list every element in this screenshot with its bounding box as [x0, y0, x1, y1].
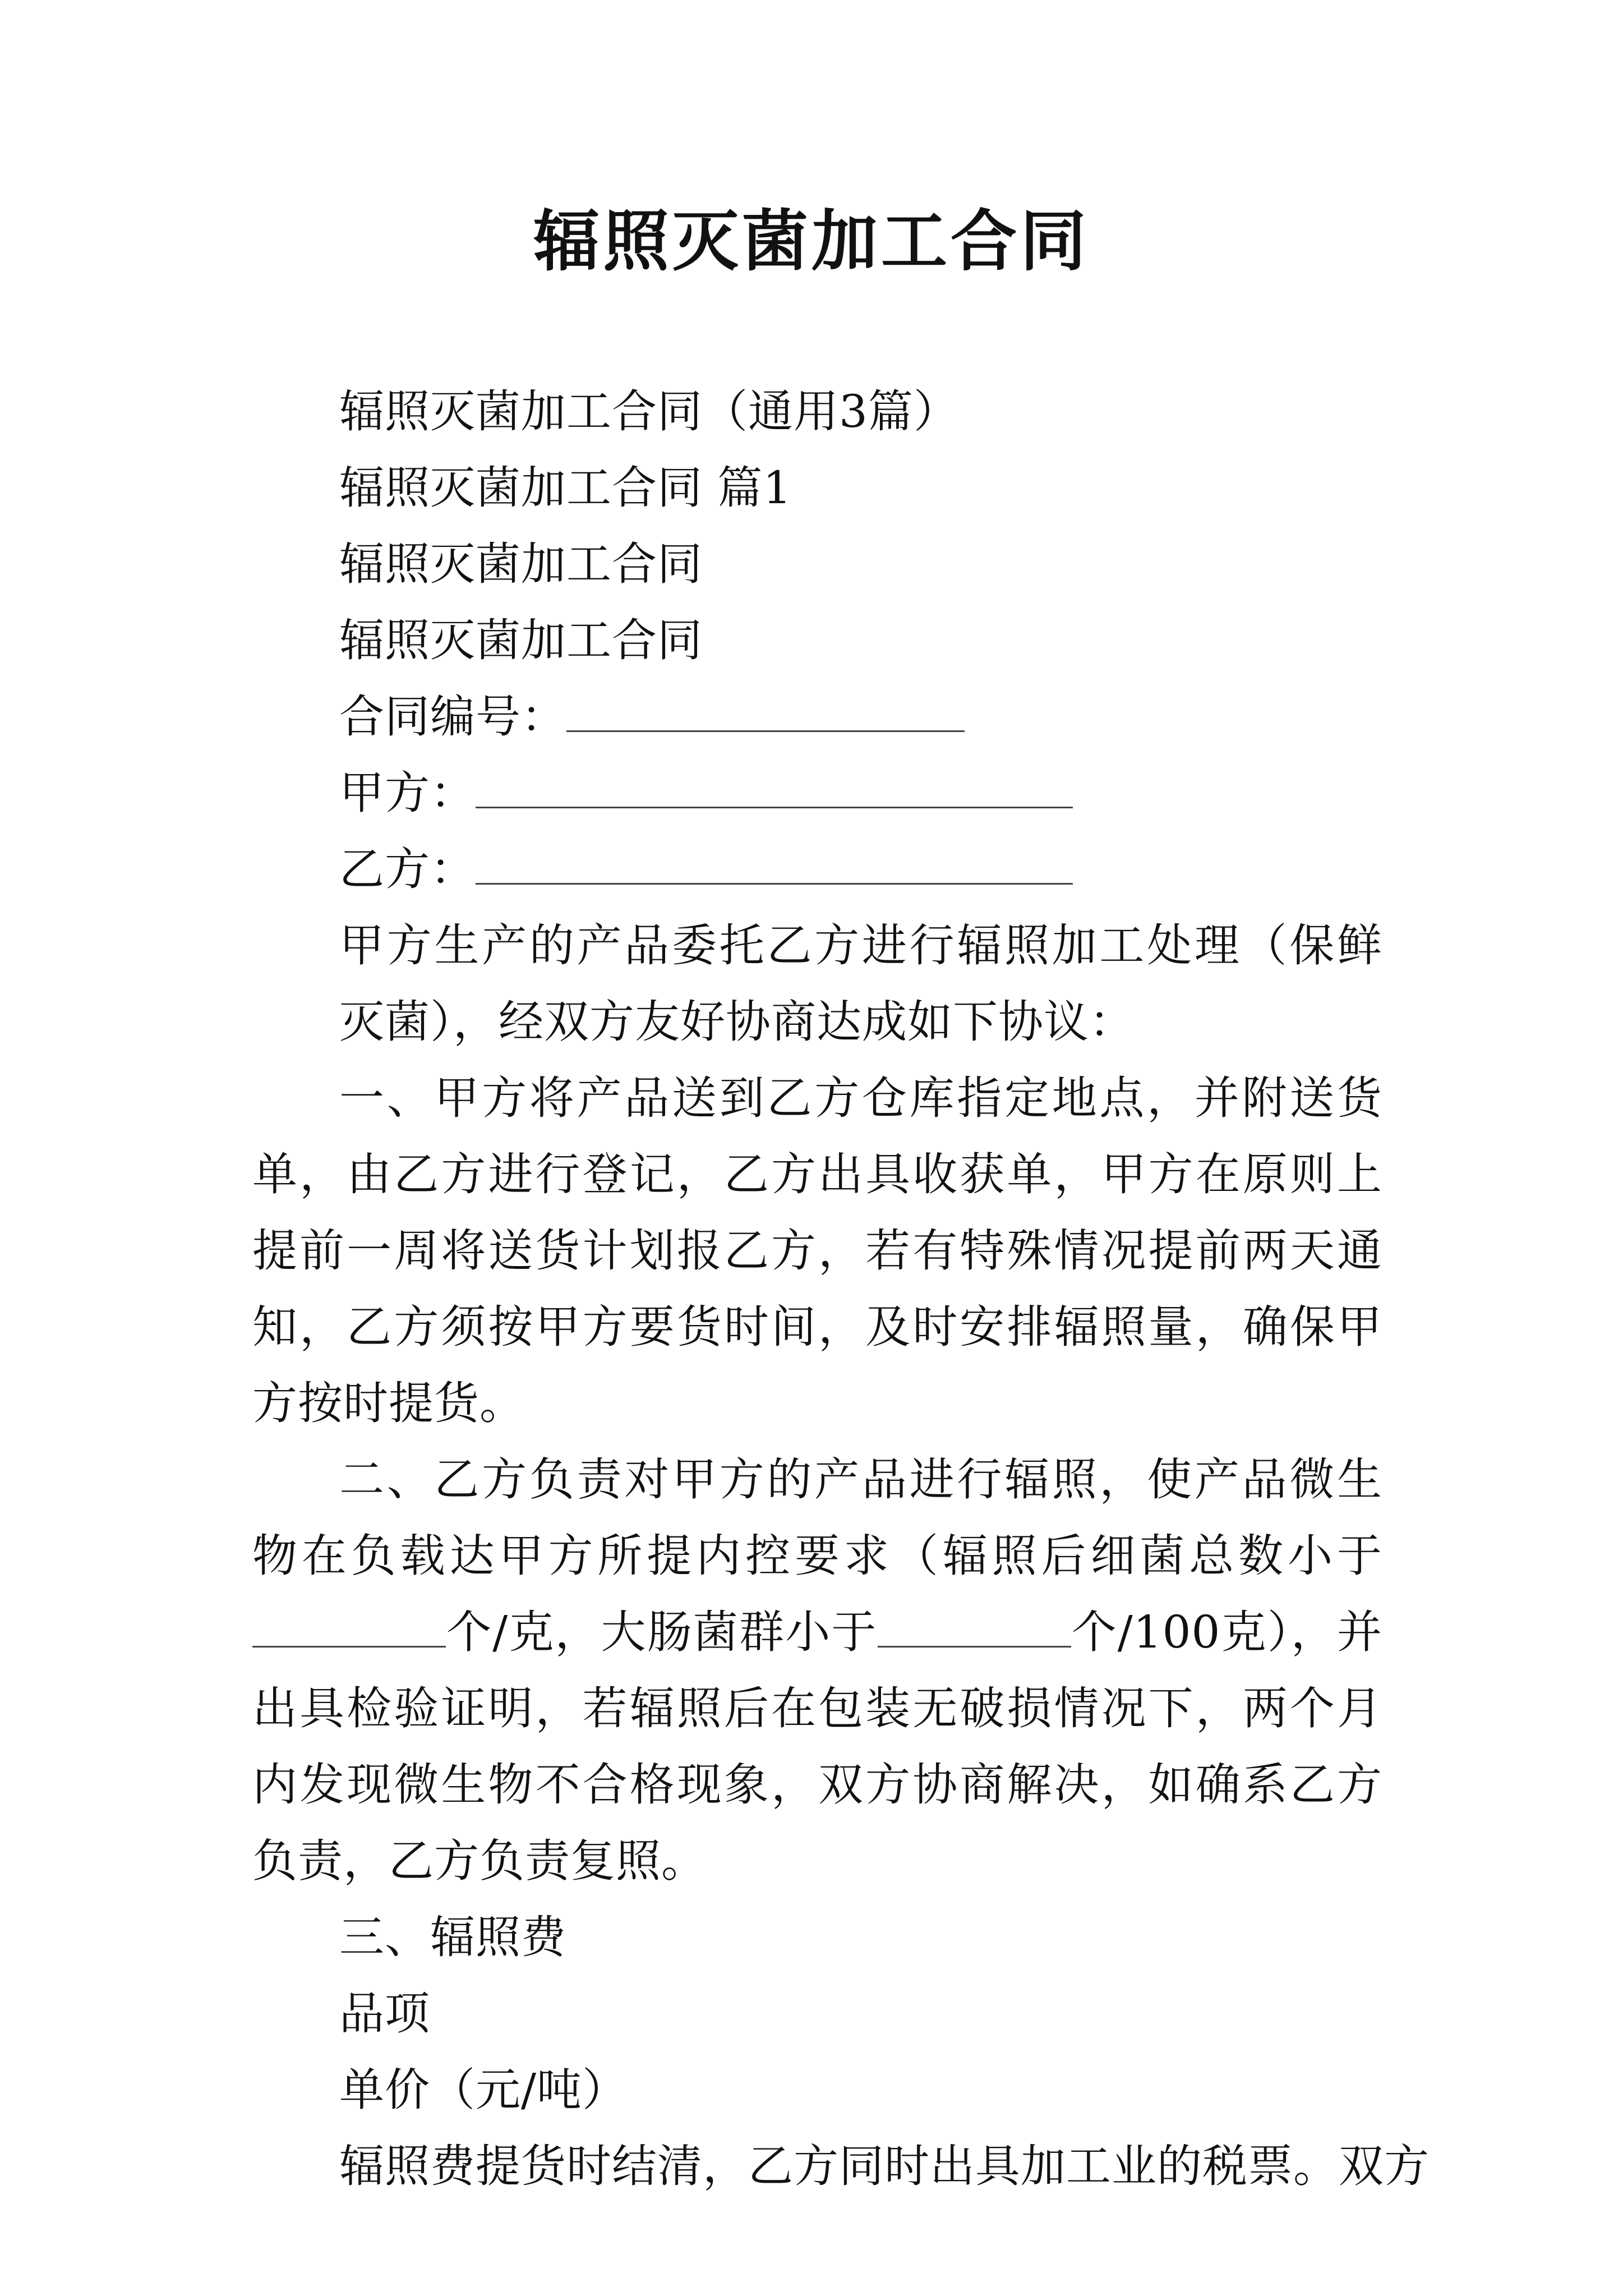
paragraph-clause-1	[252, 1060, 1382, 1442]
contract-name-line: 辐照灭菌加工合同	[339, 538, 703, 590]
party-b-field	[252, 831, 1382, 908]
paragraph-clause-1-text: 一、甲方将产品送到乙方仓库指定地点，并附送货单，由乙方进行登记，乙方出具收获单，甲方在原则上提前一周将送货计划报乙方，若有特殊情况提前两天通知，乙方须按甲方要货时间，及时安排辐照量，确保甲方按时提货。	[252, 1072, 1382, 1429]
bacteria-count-blank[interactable]	[252, 1605, 446, 1648]
paragraph-clause-2-text-a: 二、乙方负责对甲方的产品进行辐照，使产品微生物在负载达甲方所提内控要求（辐照后细菌总数小于	[252, 1453, 1382, 1582]
party-a-blank[interactable]	[476, 766, 1073, 808]
item-label: 品项	[339, 1987, 430, 2040]
subtitle-line: 辐照灭菌加工合同（通用3篇）	[339, 385, 959, 438]
party-b-label: 乙方：	[339, 843, 476, 895]
paragraph-intro	[252, 908, 1382, 1060]
contract-number-blank[interactable]	[566, 690, 965, 732]
contract-number-field	[252, 679, 1382, 755]
document-title: 辐照灭菌加工合同	[533, 202, 1090, 280]
document-body	[252, 374, 1430, 2205]
unit-price-label: 单价（元/吨）	[339, 2064, 628, 2116]
party-a-label: 甲方：	[339, 767, 476, 819]
coliform-count-blank[interactable]	[878, 1605, 1071, 1648]
contract-number-label: 合同编号：	[339, 691, 566, 743]
contract-name-line: 辐照灭菌加工合同	[339, 614, 703, 666]
paragraph-intro-text: 甲方生产的产品委托乙方进行辐照加工处理（保鲜灭菌），经双方友好协商达成如下协议：	[339, 919, 1382, 1048]
paragraph-clause-2-text-b: 个/克，大肠菌群小于	[446, 1606, 878, 1658]
party-a-field	[252, 755, 1382, 831]
party-b-blank[interactable]	[476, 843, 1073, 885]
paragraph-clause-2-text-c: 个/100克），并出具检验证明，若辐照后在包装无破损情况下，两个月内发现微生物不合格现象，双方协商解决，如确系乙方负责，乙方负责复照。	[252, 1606, 1382, 1887]
paragraph-fee: 辐照费提货时结清，乙方同时出具加工业的税票。双方	[339, 2140, 1430, 2192]
paragraph-clause-2	[252, 1442, 1382, 1899]
section-fee-heading: 三、辐照费	[339, 1911, 566, 1963]
section-heading: 辐照灭菌加工合同 篇1	[339, 462, 792, 514]
